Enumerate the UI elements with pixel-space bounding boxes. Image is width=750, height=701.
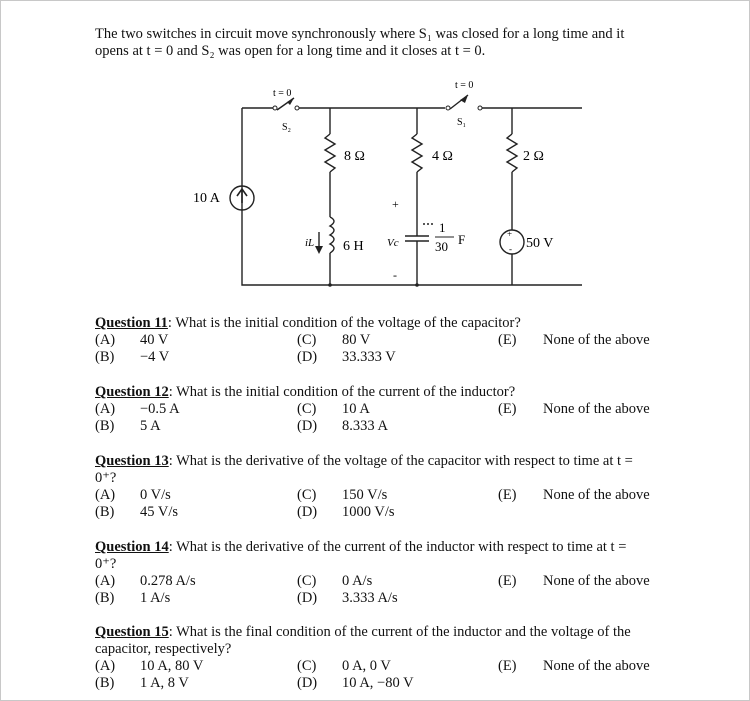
option-text: (E) <box>498 658 517 674</box>
question-text: : What is the derivative of the current of the inductor with respect to time at t = <box>168 539 627 555</box>
option-text: (C) <box>297 573 317 589</box>
switch-s2-arrowhead <box>287 98 294 105</box>
option-row <box>95 590 655 607</box>
resistor-2ohm <box>507 134 517 172</box>
option-row <box>95 573 655 590</box>
option-text: (B) <box>95 675 115 691</box>
option-text: (E) <box>498 332 517 348</box>
option-text: (B) <box>95 418 115 434</box>
option-text: 1 A, 8 V <box>140 675 189 691</box>
question-text-cont: 0⁺? <box>95 470 117 486</box>
question-12 <box>95 384 655 435</box>
option-row <box>95 487 655 504</box>
switch-s2-contact <box>273 106 277 110</box>
source-current-label: 10 A <box>193 191 220 206</box>
option-text: (D) <box>297 504 318 520</box>
option-text: 0 A/s <box>342 573 373 589</box>
s2-label: S₂ <box>282 122 292 133</box>
question-label: Question 14 <box>95 539 169 555</box>
il-arrowhead <box>315 246 323 254</box>
option-text: 40 V <box>140 332 169 348</box>
option-text: (C) <box>297 487 317 503</box>
switch-s1-arrowhead <box>460 95 468 103</box>
option-text: 80 V <box>342 332 371 348</box>
question-label: Question 12 <box>95 384 169 400</box>
question-text: : What is the final condition of the current of the inductor and the voltage of the <box>168 624 631 640</box>
option-row <box>95 658 655 675</box>
question-15 <box>95 624 655 692</box>
question-label: Question 13 <box>95 453 169 469</box>
option-text: (A) <box>95 332 116 348</box>
option-text: (A) <box>95 401 116 417</box>
s1-label: S₁ <box>457 117 467 128</box>
option-text: (B) <box>95 590 115 606</box>
question-text-cont: 0⁺? <box>95 556 117 572</box>
resistor-8ohm <box>325 134 335 172</box>
option-text: 3.333 A/s <box>342 590 398 606</box>
option-text: (A) <box>95 573 116 589</box>
circuit-diagram <box>170 72 590 297</box>
option-text: 10 A, 80 V <box>140 658 204 674</box>
vc-plus: + <box>392 197 399 211</box>
option-text: (B) <box>95 504 115 520</box>
option-row <box>95 504 655 521</box>
option-text: None of the above <box>543 332 650 348</box>
option-text: (A) <box>95 487 116 503</box>
r4-label: 4 Ω <box>432 149 453 164</box>
option-text: 8.333 A <box>342 418 388 434</box>
question-label: Question 11 <box>95 315 168 331</box>
option-text: None of the above <box>543 401 650 417</box>
option-text: (E) <box>498 573 517 589</box>
option-text: −4 V <box>140 349 170 365</box>
option-text: (A) <box>95 658 116 674</box>
cap-denominator: 30 <box>435 239 448 254</box>
option-text: 45 V/s <box>140 504 179 520</box>
resistor-4ohm <box>412 134 422 172</box>
s1-time-label: t = 0 <box>455 80 474 91</box>
option-row <box>95 401 655 418</box>
vc-minus: - <box>393 268 397 282</box>
option-text: 0 V/s <box>140 487 171 503</box>
option-text: (D) <box>297 349 318 365</box>
option-text: None of the above <box>543 658 650 674</box>
question-14 <box>95 539 655 607</box>
option-text: (E) <box>498 401 517 417</box>
vsource-minus: - <box>509 244 512 254</box>
option-text: (E) <box>498 487 517 503</box>
option-text: 33.333 V <box>342 349 396 365</box>
r8-label: 8 Ω <box>344 149 365 164</box>
option-text: (D) <box>297 418 318 434</box>
r2-label: 2 Ω <box>523 149 544 164</box>
question-text: : What is the initial condition of the voltage of the capacitor? <box>167 315 521 331</box>
question-text-cont: capacitor, respectively? <box>95 641 232 657</box>
option-text: None of the above <box>543 487 650 503</box>
option-text: 1 A/s <box>140 590 171 606</box>
option-text: (D) <box>297 590 318 606</box>
option-text: (C) <box>297 401 317 417</box>
s2-time-label: t = 0 <box>273 88 292 99</box>
option-text: 10 A <box>342 401 370 417</box>
current-source-arrow <box>237 189 247 203</box>
question-13 <box>95 453 655 521</box>
option-text: 150 V/s <box>342 487 388 503</box>
option-row <box>95 332 655 349</box>
option-text: 0 A, 0 V <box>342 658 391 674</box>
option-text: 5 A <box>140 418 161 434</box>
option-text: None of the above <box>543 573 650 589</box>
option-text: (C) <box>297 332 317 348</box>
cap-numerator: 1 <box>439 220 446 235</box>
inductor-6h <box>330 217 334 253</box>
vc-label: Vc <box>387 237 399 249</box>
switch-s1-contact <box>446 106 450 110</box>
option-text: (C) <box>297 658 317 674</box>
question-text: : What is the initial condition of the current of the inductor? <box>168 384 516 400</box>
il-label: iL <box>305 237 315 249</box>
cap-unit: F <box>458 232 466 247</box>
option-row <box>95 349 655 366</box>
problem-intro: The two switches in circuit move synchronously where S₁ was closed for a long time and it opens at t = 0 and S₂ was open for a long time and it closes at t = 0. <box>95 26 625 59</box>
option-text: (D) <box>297 675 318 691</box>
option-row <box>95 675 655 692</box>
question-label: Question 15 <box>95 624 169 640</box>
option-text: −0.5 A <box>140 401 180 417</box>
option-text: 10 A, −80 V <box>342 675 414 691</box>
option-text: (B) <box>95 349 115 365</box>
option-row <box>95 418 655 435</box>
vsource-plus: + <box>507 229 513 239</box>
question-text: : What is the derivative of the voltage of the capacitor with respect to time at t = <box>168 453 633 469</box>
inductor-label: 6 H <box>343 239 364 254</box>
vsource-label: 50 V <box>526 236 554 251</box>
question-11 <box>95 315 655 366</box>
option-text: 1000 V/s <box>342 504 395 520</box>
wire-left <box>242 108 582 285</box>
option-text: 0.278 A/s <box>140 573 196 589</box>
